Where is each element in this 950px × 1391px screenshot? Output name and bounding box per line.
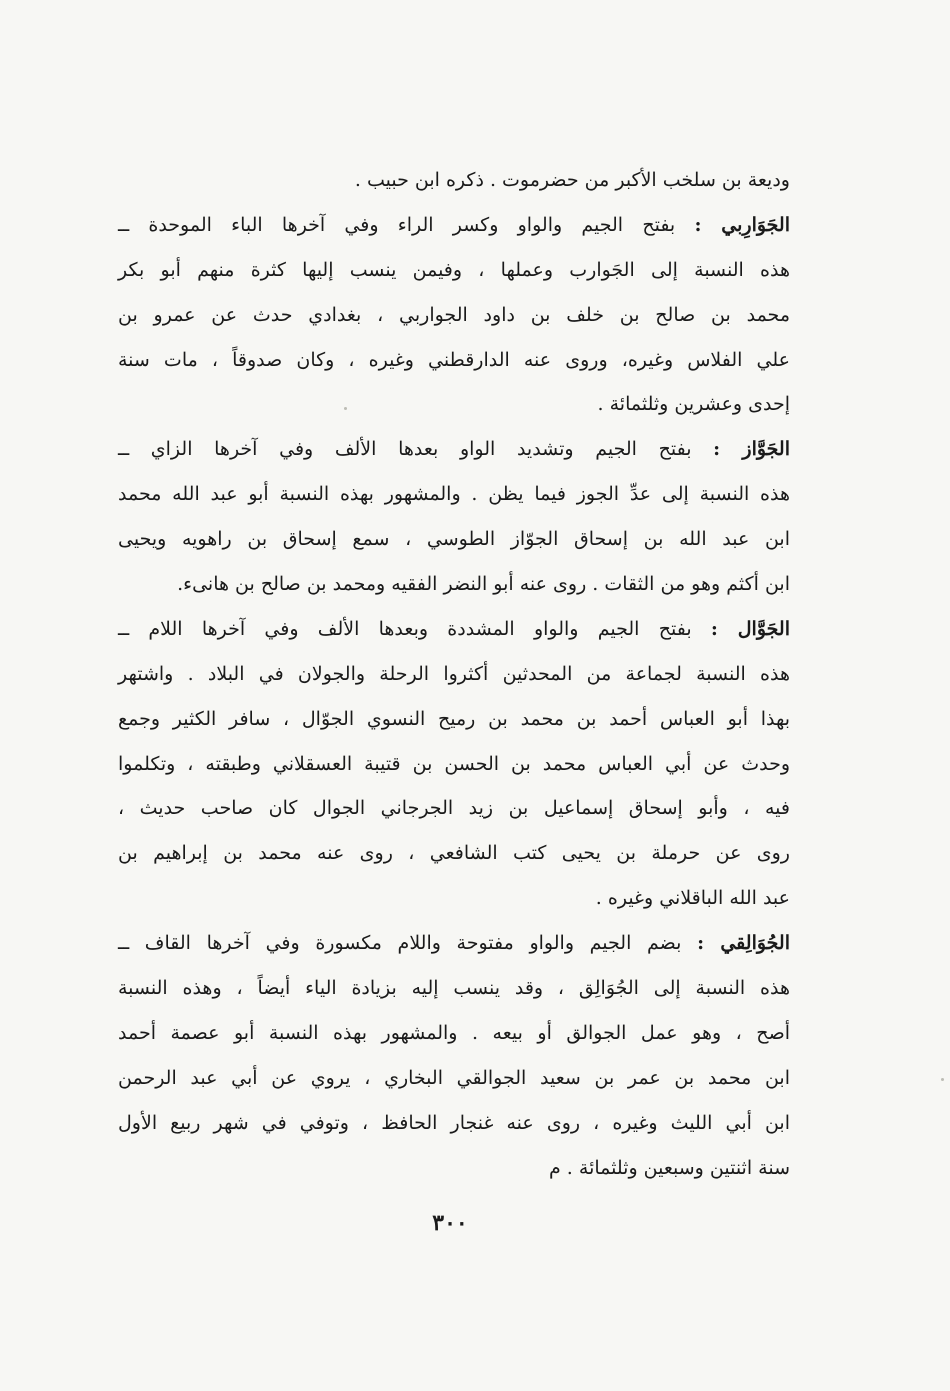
text-line xyxy=(118,876,790,921)
text-line xyxy=(118,786,790,831)
line-text: ابن أبي الليث وغيره ، روى عنه غنجار الحافظ ، وتوفي في شهر ربيع الأول xyxy=(118,1111,790,1134)
line-text: محمد بن صالح بن خلف بن داود الجواربي ، بغدادي حدث عن عمرو بن xyxy=(118,303,790,326)
scan-speck xyxy=(344,407,347,410)
text-line xyxy=(118,966,790,1011)
entry-heading: الجُوَالِقي : xyxy=(697,932,791,955)
line-text: إحدى وعشرين وثلثمائة . xyxy=(597,393,790,416)
text-line xyxy=(118,293,790,338)
text-line xyxy=(118,831,790,876)
text-line xyxy=(118,472,790,517)
line-text: ابن عبد الله بن إسحاق الجوّاز الطوسي ، سمع إسحاق بن راهويه ويحيى xyxy=(118,528,790,551)
text-line xyxy=(118,921,790,966)
text-line xyxy=(118,607,790,652)
line-text: بضم الجيم والواو مفتوحة واللام مكسورة وفي آخرها القاف ــ xyxy=(118,932,698,955)
text-line xyxy=(118,338,790,383)
text-line xyxy=(118,1011,790,1056)
entry-heading: الجَوَّاز : xyxy=(713,438,790,461)
line-text: ابن أكثم وهو من الثقات . روى عنه أبو النضر الفقيه ومحمد بن صالح بن هانىء. xyxy=(177,573,790,596)
text-line xyxy=(118,427,790,472)
page-number: ٣٠٠ xyxy=(432,1210,468,1236)
line-text: بفتح الجيم والواو المشددة وبعدها الألف وفي آخرها اللام ــ xyxy=(118,617,711,640)
scan-speck xyxy=(941,1078,944,1081)
text-line xyxy=(118,203,790,248)
text-line xyxy=(118,742,790,787)
line-text: وديعة بن سلخب الأكبر من حضرموت . ذكره ابن حبيب . xyxy=(354,169,790,191)
line-text: هذه النسبة لجماعة من المحدثين أكثروا الرحلة والجولان في البلاد . واشتهر xyxy=(118,662,790,685)
line-text: ابن محمد بن عمر بن سعيد الجوالقي البخاري ، يروي عن أبي عبد الرحمن xyxy=(118,1066,790,1089)
text-line xyxy=(118,1056,790,1101)
text-line xyxy=(118,248,790,293)
text-line xyxy=(118,517,790,562)
text-line xyxy=(118,652,790,697)
line-text: عبد الله الباقلاني وغيره . xyxy=(595,887,790,910)
line-text: بفتح الجيم وتشديد الواو بعدها الألف وفي آخرها الزاي ــ xyxy=(118,438,714,461)
line-text: روى عن حرملة بن يحيى كتب الشافعي ، روى عنه محمد بن إبراهيم بن xyxy=(118,842,790,865)
line-text: هذه النسبة إلى الجُوَالِق ، وقد ينسب إليه بزيادة الياء أيضاً ، وهذه النسبة xyxy=(118,977,790,1000)
line-text: بهذا أبو العباس أحمد بن محمد بن رميح النسوي الجوّال ، سافر الكثير وجمع xyxy=(118,707,790,730)
line-text: فيه ، وأبو إسحاق إسماعيل بن زيد الجرجاني الجوال كان صاحب حديث ، xyxy=(118,797,790,820)
page-body-text xyxy=(118,158,790,1190)
line-text: أصح ، وهو عمل الجوالق أو بيعه . والمشهور بهذه النسبة أبو عصمة أحمد xyxy=(118,1021,790,1044)
text-line xyxy=(118,562,790,607)
line-text: سنة اثنتين وسبعين وثلثمائة . م xyxy=(549,1156,790,1179)
line-text: بفتح الجيم والواو وكسر الراء وفي آخرها الباء الموحدة ــ xyxy=(118,213,695,236)
line-text: هذه النسبة إلى عدِّ الجوز فيما يظن . والمشهور بهذه النسبة أبو عبد الله محمد xyxy=(118,483,790,506)
text-line xyxy=(118,382,790,427)
line-text: هذه النسبة إلى الجَوارب وعملها ، وفيمن ينسب إليها كثرة منهم أبو بكر xyxy=(118,258,790,281)
entry-heading: الجَوَّال : xyxy=(710,617,790,640)
text-line xyxy=(118,1146,790,1191)
line-text: وحدث عن أبي العباس محمد بن الحسن بن قتيبة العسقلاني وطبقته ، وتكلموا xyxy=(118,752,790,775)
text-line xyxy=(118,697,790,742)
line-text: علي الفلاس وغيره، وروى عنه الدارقطني وغيره ، وكان صدوقاً ، مات سنة xyxy=(118,348,790,371)
text-line xyxy=(118,158,790,203)
text-line xyxy=(118,1101,790,1146)
entry-heading: الجَوَارِبي : xyxy=(694,213,790,236)
